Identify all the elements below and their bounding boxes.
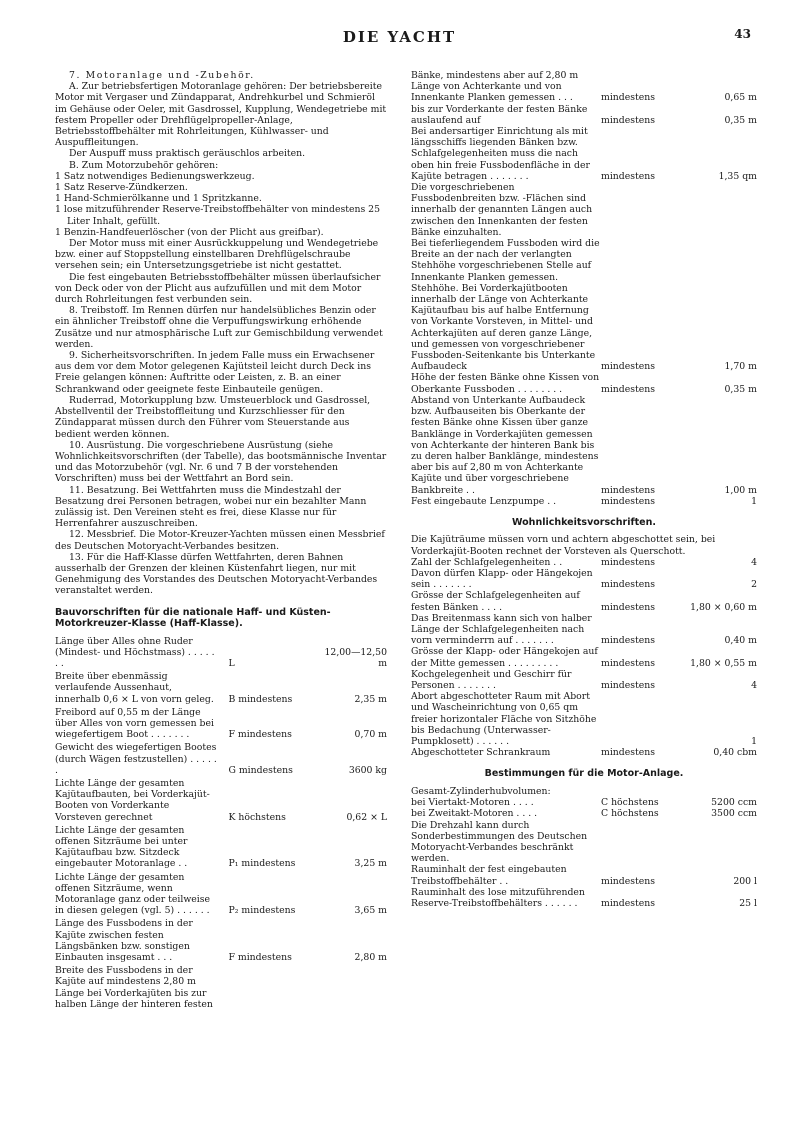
row-qualifier: mindestens	[601, 495, 655, 507]
row-qualifier: mindestens	[601, 170, 655, 182]
bau-heading: Bauvorschriften für die nationale Haff- und Küsten-Motorkreuzer-Klasse (Haff-Klasse).	[55, 606, 331, 630]
row-value: 5200 ccm	[711, 797, 757, 809]
row-value: 1,35 qm	[718, 170, 757, 182]
row-qualifier: mindestens	[601, 601, 655, 613]
paragraph: B. Zum Motorzubehör gehören:	[69, 159, 219, 171]
right-column	[411, 70, 757, 909]
row-label: Davon dürfen Klapp- oder Hängekojen sein . . . . . . .	[411, 568, 593, 591]
list-item: 1 lose mitzuführender Reserve-Treibstoffbehälter von mindestens 25 Liter Inhalt, gefüllt.	[55, 204, 381, 227]
table-row	[55, 872, 387, 917]
table-row	[411, 691, 757, 747]
wohn-intro: Die Kajüträume müssen vorn und achtern abgeschottet sein, bei Vorderkajüt-Booten rechnet der Vorsteven als Querschott.	[411, 534, 716, 557]
row-value: 0,62 × L	[346, 811, 388, 823]
paragraph: Ruderrad, Motorkupplung bzw. Umsteuerblock und Gasdrossel, Abstellventil der Treibstoffleitung und Kurzschliesser für den Zündapparat müssen durch den Führer vom Steuerstande aus bedient werden können.	[55, 394, 371, 440]
paragraph: 9. Sicherheitsvorschriften. In jedem Falle muss ein Erwachsener aus dem vor dem Motor gelegenen Kajütsteil leicht durch Deck ins Freie gelangen können: Auftritte oder Leisten, z. B. an einer Schrankwand oder geeignete feste Einbauteile genügen.	[55, 350, 375, 395]
row-label: Die vorgeschriebenen Fussbodenbreiten bzw. -Flächen sind innerhalb der genannten Längen auch zwischen den Innenkanten der festen Bänke einzuhalten.	[411, 182, 593, 238]
row-value: 3,25 m	[354, 858, 388, 870]
row-label: bei Viertakt-Motoren . . . .	[411, 797, 534, 809]
row-qualifier: mindestens	[601, 361, 655, 373]
table-row	[411, 70, 757, 104]
table-row	[411, 669, 757, 691]
table-row	[411, 786, 757, 797]
row-value: 1,70 m	[724, 361, 757, 373]
row-label: Höhe der festen Bänke ohne Kissen von Oberkante Fussboden . . . . . . . .	[411, 372, 600, 395]
paragraph: Die fest eingebauten Betriebsstoffbehälter müssen überlaufsicher von Deck oder von der Plicht aus aufzufüllen und mit dem Motor durch Rohrleitungen fest verbunden sein.	[55, 271, 381, 306]
row-qualifier: mindestens	[601, 747, 655, 759]
table-row	[411, 104, 757, 126]
table-row	[411, 864, 757, 886]
row-qualifier: mindestens	[601, 484, 655, 496]
row-symbol: P₂ mindestens	[228, 905, 296, 917]
table-row	[411, 557, 757, 568]
paragraph: 12. Messbrief. Die Motor-Kreuzer-Yachten müssen einen Messbrief des Deutschen Motoryacht-Verbandes besitzen.	[55, 529, 385, 552]
row-label: Gesamt-Zylinderhubvolumen:	[411, 785, 551, 797]
row-symbol: B mindestens	[228, 693, 293, 705]
row-qualifier: mindestens	[601, 657, 655, 669]
row-label: Stehhöhe. Bei Vorderkajütbooten innerhalb der Länge von Achterkante Kajütaufbau bis auf halbe Entfernung von Vorkante Vorsteven, in Mittel- und Achterkajüten auf deren ganze Länge, und gemessen von vorgeschriebener Fussboden-Seitenkante bis Unterkante Aufbaudeck	[411, 282, 596, 373]
row-label: Rauminhalt der fest eingebauten Treibstoffbehälter . .	[411, 864, 567, 887]
row-qualifier: mindestens	[601, 875, 655, 887]
row-symbol: K höchstens	[228, 811, 286, 823]
row-value: 0,70 m	[354, 729, 388, 741]
row-qualifier: mindestens	[601, 579, 655, 591]
table-row	[411, 372, 757, 394]
row-qualifier: mindestens	[601, 114, 655, 126]
paragraph: 11. Besatzung. Bei Wettfahrten muss die Mindestzahl der Besatzung drei Personen betragen, wobei nur ein bezahlter Mann zulässig ist. Den Vereinen steht es frei, diese Klasse nur für Herrenfahrer auszuschreiben.	[55, 484, 367, 530]
row-value: 3600 kg	[348, 764, 388, 776]
row-label: Rauminhalt des lose mitzuführenden Reserve-Treibstoffbehälters . . . . . .	[411, 886, 585, 910]
row-label: Kochgelegenheit und Geschirr für Personen . . . . . . .	[411, 668, 572, 692]
row-value: 0,35 m	[724, 383, 757, 395]
row-symbol: G mindestens	[228, 764, 293, 776]
row-symbol: L	[228, 657, 235, 669]
table-row	[411, 238, 757, 283]
table-row	[411, 820, 757, 865]
row-qualifier: mindestens	[601, 92, 655, 104]
table-row	[411, 797, 757, 808]
list-item: 1 Satz notwendiges Bedienungswerkzeug.	[55, 170, 255, 182]
row-value: 0,35 m	[724, 114, 757, 126]
row-value: 2,80 m	[354, 952, 388, 964]
list-item: 1 Satz Reserve-Zündkerzen.	[55, 182, 188, 194]
row-label: Grösse der Klapp- oder Hängekojen auf der Mitte gemessen . . . . . . . . .	[411, 646, 598, 669]
table-row	[55, 825, 387, 870]
row-qualifier: mindestens	[601, 680, 655, 692]
row-label: Länge über Alles ohne Ruder (Mindest- und Höchstmass) . . . . . . .	[55, 635, 215, 669]
page-number: 43	[734, 27, 751, 41]
row-value: 4	[751, 556, 757, 568]
table-row	[411, 887, 757, 909]
row-symbol: P₁ mindestens	[228, 858, 296, 870]
row-qualifier: C höchstens	[601, 797, 659, 809]
row-label: Fest eingebaute Lenzpumpe . .	[411, 495, 557, 507]
row-label: Bei tieferliegendem Fussboden wird die Breite an der nach der verlangten Stehhöhe vorgeschriebenen Stelle auf Innenkante Planken gemessen.	[411, 238, 600, 283]
paragraph: 8. Treibstoff. Im Rennen dürfen nur handelsübliches Benzin oder ein ähnlicher Treibstoff ohne die Verpuffungswirkung erhöhende Zusätze und nur atmosphärische Luft zur Gemischbildung verwendet werden.	[55, 305, 383, 350]
row-symbol: F mindestens	[228, 729, 292, 741]
row-value: 1,80 × 0,60 m	[690, 601, 757, 613]
page-header-title: DIE YACHT	[342, 28, 457, 46]
row-qualifier: mindestens	[601, 556, 655, 568]
table-row	[411, 283, 757, 373]
row-label: Breite über ebenmässig verlaufende Aussenhaut, innerhalb 0,6 × L von vorn geleg.	[55, 671, 214, 705]
table-row	[411, 590, 757, 612]
table-row	[55, 671, 387, 705]
paragraph: A. Zur betriebsfertigen Motoranlage gehören: Der betriebsbereite Motor mit Vergaser und Zündapparat, Andrehkurbel und Schmieröl im Gehäuse oder Oeler, mit Gasdrossel, Kupplung, Wendegetriebe mit festem Propeller oder Drehflügelpropeller-Anlage, Betriebsstoffbehälter mit Rohrleitungen, Kühlwasser- und Auspuffleitungen.	[55, 81, 387, 149]
table-row	[55, 636, 387, 670]
row-qualifier: mindestens	[601, 635, 655, 647]
row-label: Abgeschotteter Schrankraum	[411, 747, 551, 759]
row-label: Lichte Länge der gesamten offenen Sitzräume bei unter Kajütaufbau bzw. Sitzdeck eingebauter Motoranlage . .	[55, 824, 188, 870]
table-row	[55, 778, 387, 823]
table-row	[411, 613, 757, 647]
table-row	[55, 707, 387, 741]
row-value: 0,40 m	[724, 635, 757, 647]
row-label: bei Zweitakt-Motoren . . . .	[411, 808, 538, 820]
table-row	[55, 965, 387, 1010]
paragraph: Der Auspuff muss praktisch geräuschlos arbeiten.	[69, 148, 306, 160]
row-value: 4	[751, 680, 757, 692]
row-label: Lichte Länge der gesamten Kajütaufbauten, bei Vorderkajüt-Booten von Vorderkante Vorsteven gerechnet	[55, 777, 210, 823]
list-item: 1 Benzin-Handfeuerlöscher (von der Plicht aus greifbar).	[55, 226, 324, 238]
row-value: 3,65 m	[354, 905, 388, 917]
row-label: Die Drehzahl kann durch Sonderbestimmungen des Deutschen Motoryacht-Verbandes beschränkt werden.	[411, 819, 588, 865]
row-value: 2	[751, 579, 757, 591]
row-label: Abstand von Unterkante Aufbaudeck bzw. Aufbauseiten bis Oberkante der festen Bänke ohne Kissen über ganze Banklänge in Vorderkajüten gemessen von Achterkante der hinteren Bank bis zu deren halber Banklänge, mindestens aber bis auf 2,80 m von Achterkante Kajüte und über vorgeschriebene Bankbreite . .	[411, 394, 599, 496]
table-row	[55, 742, 387, 776]
row-value: 2,35 m	[354, 693, 388, 705]
wohn-heading: Wohnlichkeitsvorschriften.	[512, 516, 656, 528]
row-label: Gewicht des wiegefertigen Bootes (durch Wägen festzustellen) . . . . . .	[55, 742, 217, 776]
row-value: 1,00 m	[724, 484, 757, 496]
table-row	[411, 568, 757, 590]
paragraph: 10. Ausrüstung. Die vorgeschriebene Ausrüstung (siehe Wohnlichkeitsvorschriften (der Tabelle), das bootsmännische Inventar und das Motorzubehör (vgl. Nr. 6 und 7 B der vorstehenden Vorschriften) muss bei der Wettfahrt an Bord sein.	[55, 439, 387, 485]
row-value: 3500 ccm	[711, 808, 757, 820]
list-item: 1 Hand-Schmierölkanne und 1 Spritzkanne.	[55, 193, 262, 205]
table-row	[411, 496, 757, 507]
row-label: Abort abgeschotteter Raum mit Abort und Wascheinrichtung von 0,65 qm freier horizontaler Fläche von Sitzhöhe bis Bedachung (Unterwasser-Pumpklosett) . . . . . .	[411, 691, 597, 748]
table-row	[55, 918, 387, 963]
row-label: Länge des Fussbodens in der Kajüte zwischen festen Längsbänken bzw. sonstigen Einbauten insgesamt . . .	[55, 918, 193, 964]
left-column	[55, 70, 387, 1012]
motor-heading: Bestimmungen für die Motor-Anlage.	[484, 768, 684, 780]
row-value: 12,00—12,50 m	[324, 646, 388, 669]
row-label: Zahl der Schlafgelegenheiten . .	[411, 556, 563, 568]
table-row	[411, 395, 757, 496]
row-value: 1	[751, 736, 757, 748]
row-value: 1	[751, 495, 757, 507]
row-label: Bänke, mindestens aber auf 2,80 m Länge von Achterkante und von Innenkante Planken gemessen . . .	[411, 70, 579, 104]
table-row	[411, 808, 757, 819]
row-label: Das Breitenmass kann sich von halber Länge der Schlafgelegenheiten nach vorn verminderrn auf . . . . . . .	[411, 612, 592, 647]
table-row	[411, 182, 757, 238]
row-label: Grösse der Schlafgelegenheiten auf festen Bänken . . . .	[411, 590, 580, 613]
paragraph: 13. Für die Haff-Klasse dürfen Wettfahrten, deren Bahnen ausserhalb der Grenzen der kleinen Küstenfahrt liegen, nur mit Genehmigung des Vorstandes des Deutschen Motoryacht-Verbandes veranstaltet werden.	[55, 551, 378, 597]
table-row	[411, 126, 757, 182]
table-row	[411, 646, 757, 668]
row-value: 0,40 cbm	[713, 747, 757, 759]
row-value: 0,65 m	[724, 92, 757, 104]
row-symbol: F mindestens	[228, 952, 292, 964]
row-qualifier: mindestens	[601, 898, 655, 910]
row-label: Freibord auf 0,55 m der Länge über Alles von vorn gemessen bei wiegefertigem Boot . . . . . . .	[55, 706, 214, 741]
row-label: Breite des Fussbodens in der Kajüte auf mindestens 2,80 m Länge bei Vorderkajüten bis zur halben Länge der hinteren festen	[55, 965, 213, 1010]
paragraph: Der Motor muss mit einer Ausrückkuppelung und Wendegetriebe bzw. einer auf Stoppstellung einstellbaren Drehflügelschraube versehen sein; ein Untersetzungsgetriebe ist nicht gestattet.	[55, 238, 379, 272]
row-label: Bei andersartiger Einrichtung als mit längsschiffs liegenden Bänken bzw. Schlafgelegenheiten muss die nach oben hin freie Fussbodenfläche in der Kajüte betragen . . . . . . .	[411, 126, 590, 182]
row-value: 25 l	[739, 898, 757, 910]
section-heading-7: 7. Motoranlage und -Zubehör.	[69, 70, 255, 81]
row-qualifier: C höchstens	[601, 808, 659, 820]
row-qualifier: mindestens	[601, 383, 655, 395]
row-label: bis zur Vorderkante der festen Bänke auslaufend auf	[411, 103, 588, 126]
row-label: Lichte Länge der gesamten offenen Sitzräume, wenn Motoranlage ganz oder teilweise in diesen gelegen (vgl. 5) . . . . . .	[55, 871, 211, 917]
table-row	[411, 747, 757, 758]
row-value: 200 l	[733, 875, 757, 887]
row-value: 1,80 × 0,55 m	[690, 657, 757, 669]
